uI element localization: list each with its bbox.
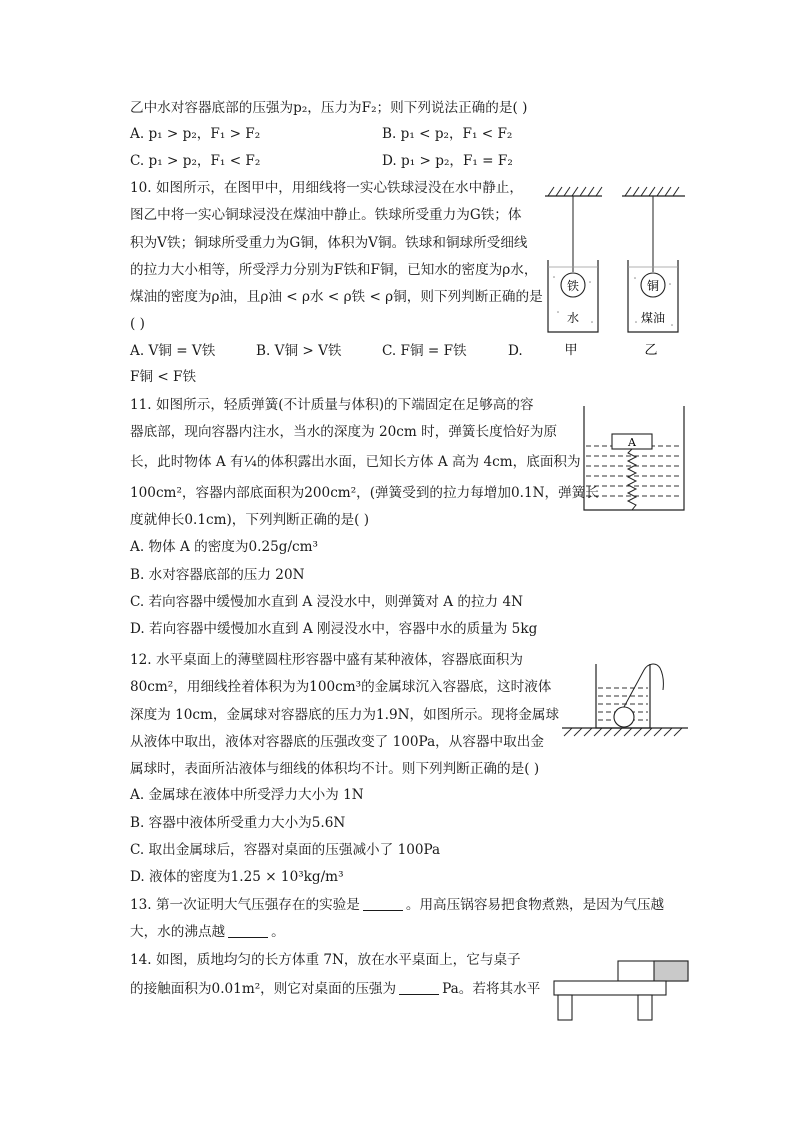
q10-option-d-label: D. [508,343,523,359]
q13-text-1: 13. 第一次证明大气压强存在的实验是 [130,897,360,913]
q12-line-2: 80cm²，用细线拴着体积为为100cm³的金属球沉入容器底，这时液体 [130,679,552,695]
q10-line-5: 煤油的密度为ρ油，且ρ油 < ρ水 < ρ铁 < ρ铜，则下列判断正确的是 [130,289,543,305]
q10-option-d-text: F铜 < F铁 [130,369,197,385]
q10-option-c: C. F铜 = F铁 [382,343,467,359]
q13-text-2: 。用高压锅容易把食物煮熟，是因为气压越 [405,897,665,913]
q12-option-b: B. 容器中液体所受重力大小为5.6N [130,815,346,831]
q10-figure [540,182,692,362]
q14-blank-1[interactable] [399,980,439,995]
q11-line-1: 11. 如图所示，轻质弹簧(不计质量与体积)的下端固定在足够高的容 [130,397,534,413]
q11-line-3: 长，此时物体 A 有¼的体积露出水面，已知长方体 A 高为 4cm，底面积为 [130,454,581,470]
q10-line-3: 积为V铁；铜球所受重力为G铜，体积为V铜。铁球和铜球所受细线 [130,235,528,251]
q11-fig-block-label: A [628,436,636,449]
q11-figure [578,404,690,514]
q14-text-2: 的接触面积为0.01m²，则它对桌面的压强为 [130,981,397,997]
q12-line-5: 属球时，表面所沾液体与细线的体积均不计。则下列判断正确的是( ) [130,761,540,777]
q14-line-2 [130,980,540,998]
q12-line-3: 深度为 10cm，金属球对容器底的压力为1.9N，如图所示。现将金属球 [130,707,560,723]
q11-line-4: 100cm²，容器内部底面积为200cm²，(弹簧受到的拉力每增加0.1N，弹簧长 [130,485,599,501]
q13-blank-1[interactable] [363,896,403,911]
q11-option-a: A. 物体 A 的密度为0.25g/cm³ [130,539,318,555]
q11-option-d: D. 若向容器中缓慢加水直到 A 刚浸没水中，容器中水的质量为 5kg [130,621,538,637]
q14-text-3: Pa。若将其水平 [442,981,541,997]
q13-text-4: 。 [271,924,285,940]
q12-figure [560,660,692,742]
q12-line-1: 12. 水平桌面上的薄壁圆柱形容器中盛有某种液体，容器底面积为 [130,652,523,668]
q9-option-b: B. p₁ < p₂，F₁ < F₂ [382,126,513,142]
q9-option-c: C. p₁ > p₂，F₁ < F₂ [130,153,261,169]
q13-line-1 [130,896,664,914]
q9-option-d: D. p₁ > p₂，F₁ = F₂ [382,153,513,169]
q10-fig-right-caption: 乙 [644,343,658,358]
q10-fig-right-liquid: 煤油 [640,311,666,325]
q11-line-2: 器底部，现向容器内注水，当水的深度为 20cm 时，弹簧长度恰好为原 [130,424,558,440]
q10-option-b: B. V铜 > V铁 [256,343,342,359]
q10-fig-left-ball: 铁 [566,279,580,293]
q10-fig-left-caption: 甲 [564,343,578,358]
q9-option-a: A. p₁ > p₂，F₁ > F₂ [130,126,261,142]
q13-blank-2[interactable] [228,923,268,938]
q10-fig-right-ball: 铜 [646,279,660,293]
q10-line-2: 图乙中将一实心铜球浸没在煤油中静止。铁球所受重力为G铁；体 [130,207,522,223]
q10-option-a: A. V铜 = V铁 [130,343,216,359]
q9-stem-tail: 乙中水对容器底部的压强为p₂，压力为F₂；则下列说法正确的是( ) [130,100,528,116]
q12-option-a: A. 金属球在液体中所受浮力大小为 1N [130,787,364,803]
q14-line-1: 14. 如图，质地均匀的长方体重 7N，放在水平桌面上，它与桌子 [130,952,521,968]
q10-line-4: 的拉力大小相等，所受浮力分别为F铁和F铜，已知水的密度为ρ水， [130,262,538,278]
q10-line-6: ( ) [130,316,145,332]
q12-option-c: C. 取出金属球后，容器对桌面的压强减小了 100Pa [130,842,441,858]
q11-option-c: C. 若向容器中缓慢加水直到 A 浸没水中，则弹簧对 A 的拉力 4N [130,594,523,610]
q10-fig-left-liquid: 水 [566,311,580,325]
q10-line-1: 10. 如图所示，在图甲中，用细线将一实心铁球浸没在水中静止， [130,180,523,196]
q12-line-4: 从液体中取出，液体对容器底的压强改变了 100Pa，从容器中取出金 [130,734,544,750]
q14-figure [552,958,692,1024]
q13-text-3: 大，水的沸点越 [130,924,226,940]
q13-line-2 [130,923,285,941]
q11-line-5: 度就伸长0.1cm)，下列判断正确的是( ) [130,512,370,528]
q11-option-b: B. 水对容器底部的压力 20N [130,567,305,583]
q12-option-d: D. 液体的密度为1.25 × 10³kg/m³ [130,869,344,885]
